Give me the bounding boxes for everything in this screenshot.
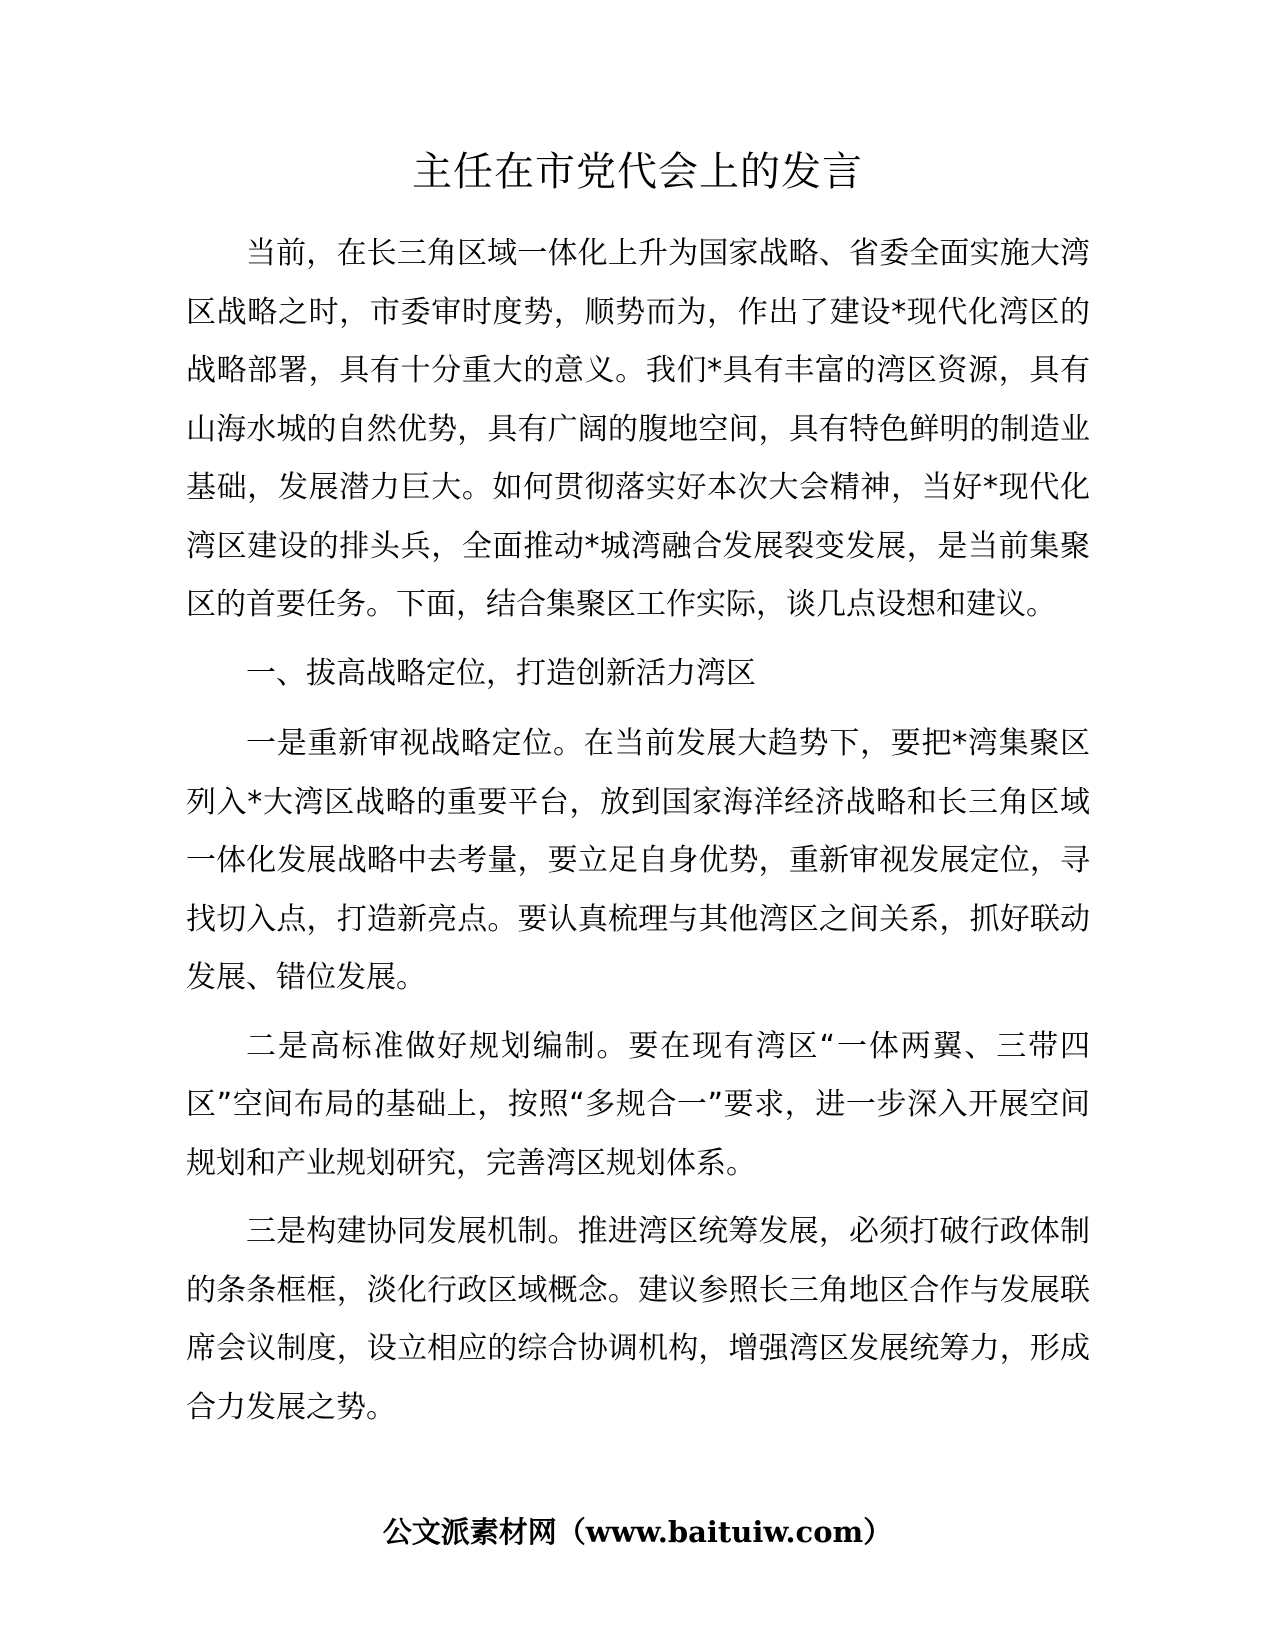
- paragraph-point-2: 二是高标准做好规划编制。要在现有湾区“一体两翼、三带四区”空间布局的基础上，按照“多规合一”要求，进一步深入开展空间规划和产业规划研究，完善湾区规划体系。: [186, 1028, 1090, 1181]
- footer-watermark: 公文派素材网（www.baituiw.com）: [382, 1515, 893, 1549]
- paragraph-point-1: 一是重新审视战略定位。在当前发展大趋势下，要把*湾集聚区列入*大湾区战略的重要平台，放到国家海洋经济战略和长三角区域一体化发展战略中去考量，要立足自身优势，重新审视发展定位，寻找切入点，打造新亮点。要认真梳理与其他湾区之间关系，抓好联动发展、错位发展。: [186, 726, 1090, 995]
- paragraph-intro: 当前，在长三角区域一体化上升为国家战略、省委全面实施大湾区战略之时，市委审时度势，顺势而为，作出了建设*现代化湾区的战略部署，具有十分重大的意义。我们*具有丰富的湾区资源，具有山海水城的自然优势，具有广阔的腹地空间，具有特色鲜明的制造业基础，发展潜力巨大。如何贯彻落实好本次大会精神，当好*现代化湾区建设的排头兵，全面推动*城湾融合发展裂变发展，是当前集聚区的首要任务。下面，结合集聚区工作实际，谈几点设想和建议。: [186, 236, 1090, 622]
- paragraph-point-3: 三是构建协同发展机制。推进湾区统筹发展，必须打破行政体制的条条框框，淡化行政区域概念。建议参照长三角地区合作与发展联席会议制度，设立相应的综合协调机构，增强湾区发展统筹力，形成合力发展之势。: [186, 1214, 1090, 1425]
- section-heading: 一、拔高战略定位，打造创新活力湾区: [246, 655, 756, 691]
- document-title: 主任在市党代会上的发言: [412, 149, 863, 195]
- document-body: [186, 225, 1090, 1447]
